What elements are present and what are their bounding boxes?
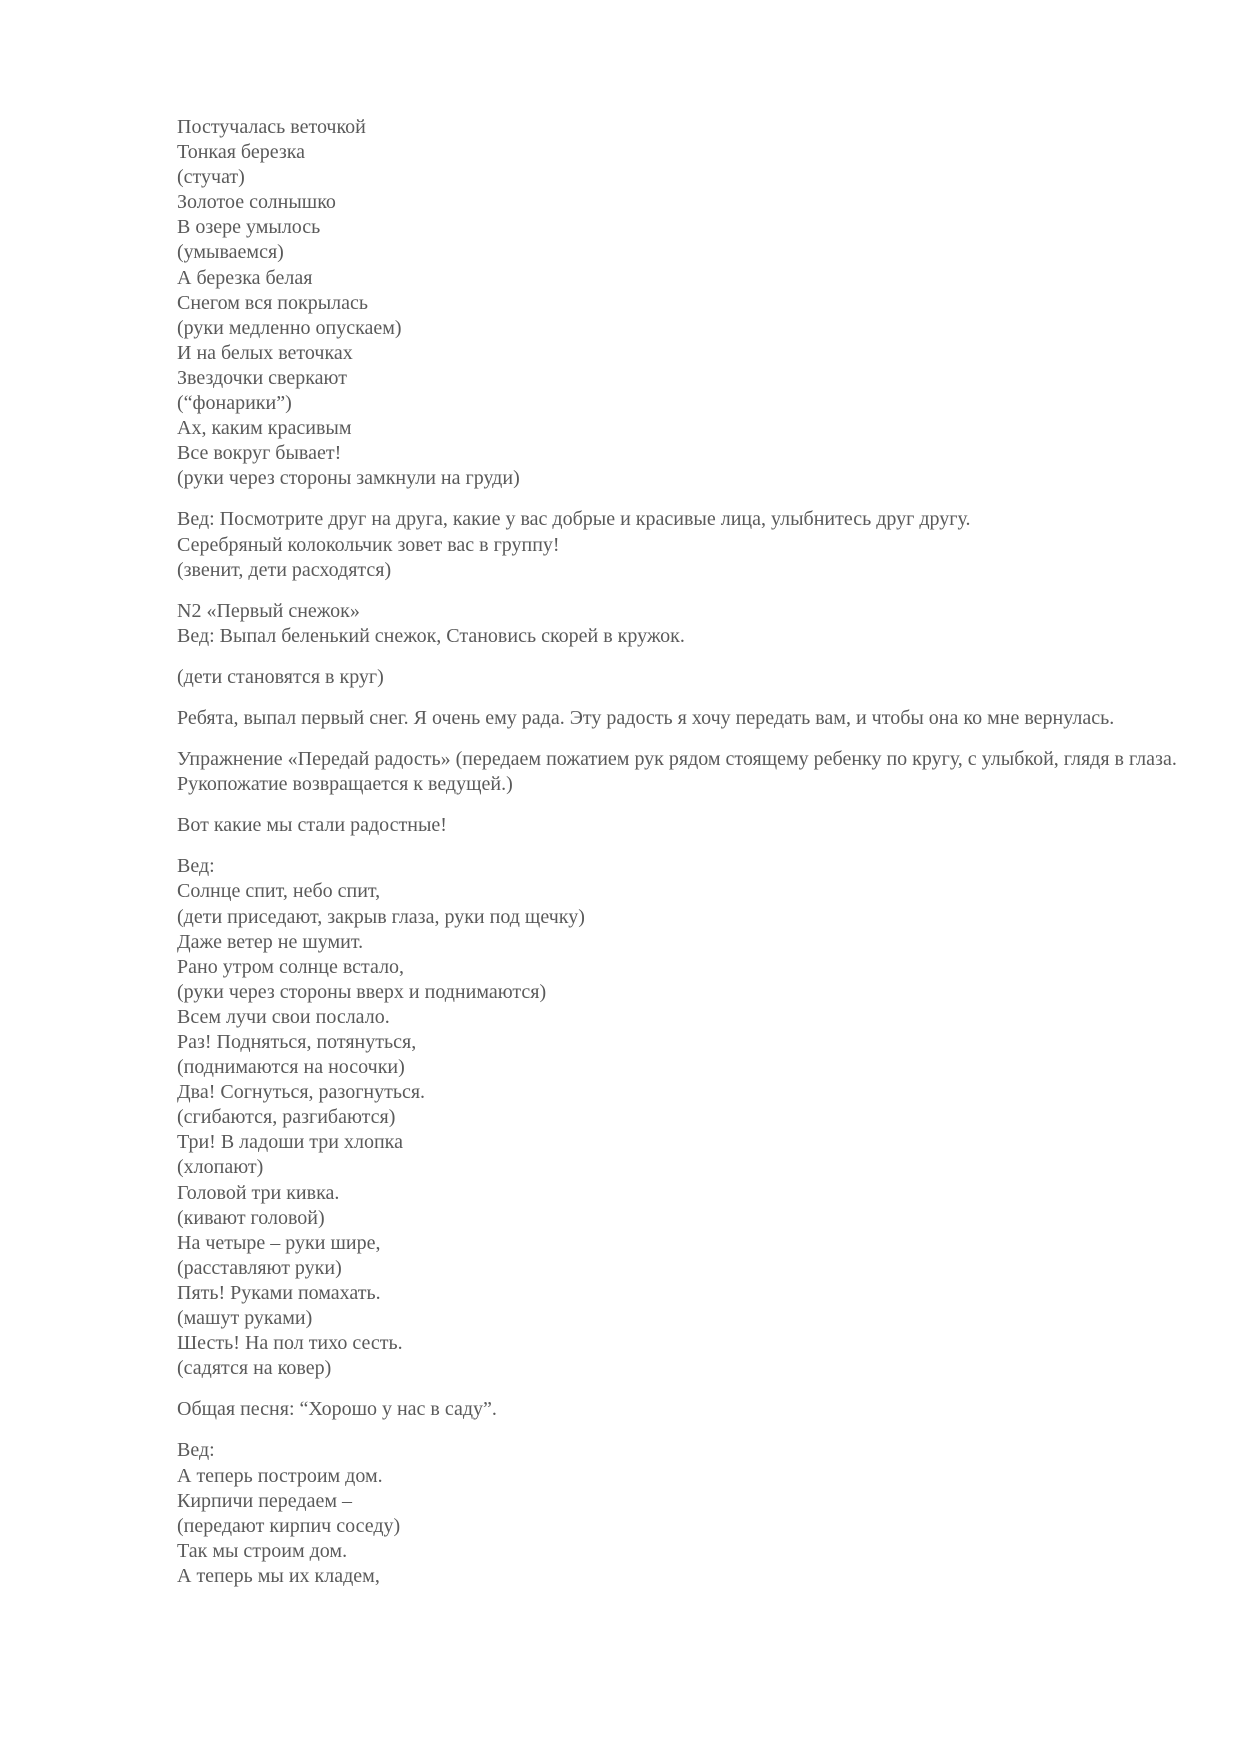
text-line: (звенит, дети расходятся) [177,558,392,581]
text-line: (стучат) [177,166,245,189]
poem-house [177,1438,1177,1589]
text-line: Вед: Посмотрите друг на друга, какие у вас добрые и красивые лица, улыбнитесь друг другу. [177,508,971,531]
paragraph-song [177,1397,1177,1422]
text-line: (поднимаются на носочки) [177,1056,405,1079]
text-line: (расставляют руки) [177,1256,342,1279]
text-line: Снегом вся покрылась [177,291,369,314]
text-line: А березка белая [177,266,313,289]
text-line: (умываемся) [177,241,284,264]
paragraph-joyful [177,813,1177,838]
text-line: Кирпичи передаем – [177,1489,352,1512]
text-line: (кивают головой) [177,1206,325,1229]
paragraph-first-snow-joy [177,706,1177,731]
text-line: Раз! Подняться, потянуться, [177,1031,417,1053]
text-line: Постучалась веточкой [177,116,366,138]
text-line: Вед: [177,1439,215,1462]
text-line: Шесть! На пол тихо сесть. [177,1332,403,1355]
text-line: (“фонарики”) [177,392,292,415]
text-line: Ах, каким красивым [177,417,352,440]
text-line: (садятся на ковер) [177,1357,332,1380]
text-line: Серебряный колокольчик зовет вас в группу! [177,533,560,556]
paragraph-look-at-each-other [177,507,1177,582]
poem-sun [177,854,1177,1381]
text-line: (руки через стороны вверх и поднимаются) [177,980,547,1003]
text-line: Солнце спит, небо спит, [177,880,381,903]
text-line: Общая песня: “Хорошо у нас в саду”. [177,1398,497,1421]
text-line: Звездочки сверкают [177,366,347,389]
text-line: Три! В ладоши три хлопка [177,1131,403,1154]
text-line: В озере умылось [177,216,321,239]
document-body [177,115,1177,1605]
text-line: Вот какие мы стали радостные! [177,814,447,837]
text-line: (руки через стороны замкнули на груди) [177,467,520,490]
text-line: Все вокруг бывает! [177,442,342,465]
text-line: Так мы строим дом. [177,1539,348,1562]
poem-birch [177,115,1177,491]
text-paragraph: Упражнение «Передай радость» (передаем пожатием рук рядом стоящему ребенку по кругу, с улыбкой, глядя в глаза. Рукопожатие возвращается к ведущей.) [177,748,1177,796]
text-line: Золотое солнышко [177,191,336,214]
paragraph-exercise [177,747,1177,797]
text-line: И на белых веточках [177,341,353,364]
text-line: Два! Согнуться, разогнуться. [177,1081,426,1104]
text-line: (руки медленно опускаем) [177,316,402,339]
text-line: А теперь мы их кладем, [177,1564,380,1587]
text-line: Пять! Руками помахать. [177,1281,381,1304]
paragraph-circle [177,665,1177,690]
text-line: А теперь построим дом. [177,1464,383,1487]
section-first-snow [177,599,1177,649]
text-line: На четыре – руки шире, [177,1231,381,1254]
text-line: Вед: Выпал беленький снежок, Становись скорей в кружок. [177,624,685,647]
text-line: Головой три кивка. [177,1181,340,1204]
text-line: (сгибаются, разгибаются) [177,1106,396,1129]
text-paragraph: Ребята, выпал первый снег. Я очень ему рада. Эту радость я хочу передать вам, и чтобы она ко мне вернулась. [177,706,1115,729]
text-line: Всем лучи свои послало. [177,1005,390,1028]
text-line: (хлопают) [177,1156,264,1179]
text-line: (дети приседают, закрыв глаза, руки под щечку) [177,905,585,928]
text-line: Вед: [177,855,215,878]
text-line: (дети становятся в круг) [177,665,384,688]
text-line: Рано утром солнце встало, [177,955,405,978]
text-line: Тонкая березка [177,141,306,164]
text-line: (машут руками) [177,1307,313,1330]
text-line: (передают кирпич соседу) [177,1514,401,1537]
section-heading: N2 «Первый снежок» [177,599,360,622]
text-line: Даже ветер не шумит. [177,930,364,953]
